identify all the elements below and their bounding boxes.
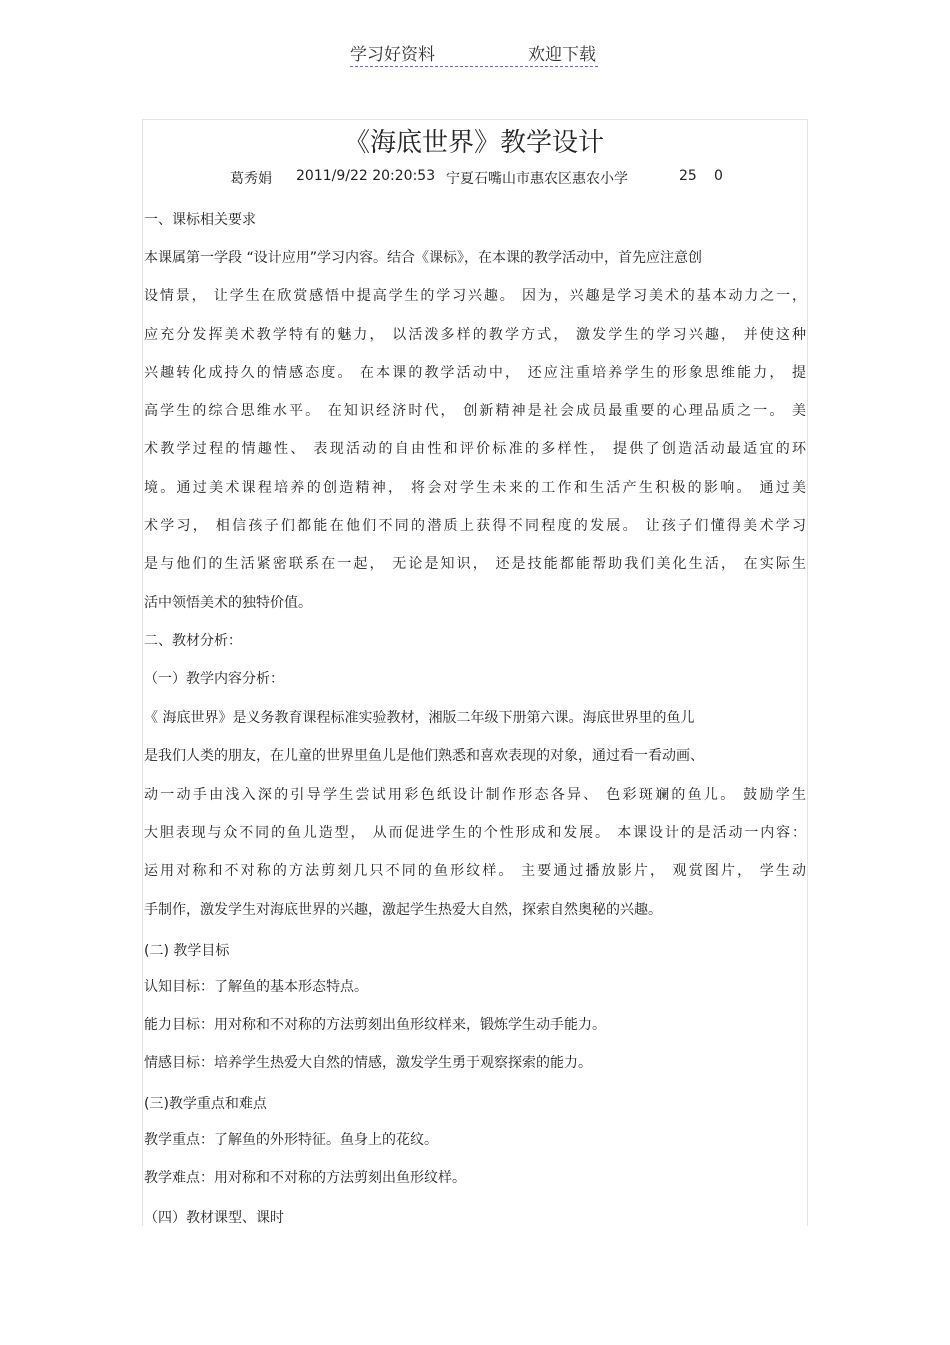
view-count: 25 bbox=[679, 168, 697, 184]
section-heading: 一、课标相关要求 bbox=[144, 212, 256, 228]
body-line: 大胆表现与众不同的鱼儿造型， 从而促进学生的个性形成和发展。 本课设计的是活动一内容： bbox=[144, 825, 806, 841]
body-line: 教学难点：用对称和不对称的方法剪刻出鱼形纹样。 bbox=[144, 1170, 466, 1186]
body-line: 教学重点：了解鱼的外形特征。鱼身上的花纹。 bbox=[144, 1132, 438, 1148]
body-line: 兴趣转化成持久的情感态度。 在本课的教学活动中， 还应注重培养学生的形象思维能力， 提 bbox=[144, 365, 806, 381]
school-name: 宁夏石嘴山市惠农区惠农小学 bbox=[446, 171, 628, 187]
section-heading: 二、教材分析： bbox=[144, 633, 242, 649]
author: 葛秀娟 bbox=[230, 171, 272, 187]
body-line: 情感目标：培养学生热爱大自然的情感，激发学生勇于观察探索的能力。 bbox=[144, 1055, 592, 1071]
body-line: 认知目标：了解鱼的基本形态特点。 bbox=[144, 979, 368, 995]
body-line: 运用对称和不对称的方法剪刻几只不同的鱼形纹样。 主要通过播放影片， 观赏图片， 学生动 bbox=[144, 863, 806, 879]
body-line: 术学习， 相信孩子们都能在他们不同的潜质上获得不同程度的发展。 让孩子们懂得美术学习 bbox=[144, 518, 806, 534]
body-line: 设情景， 让学生在欣赏感悟中提高学生的学习兴趣。 因为，兴趣是学习美术的基本动力之一， bbox=[144, 288, 806, 304]
body-line: 应充分发挥美术教学特有的魅力， 以活泼多样的教学方式， 激发学生的学习兴趣， 并使这种 bbox=[144, 327, 806, 343]
body-line: 能力目标：用对称和不对称的方法剪刻出鱼形纹样来，锻炼学生动手能力。 bbox=[144, 1017, 606, 1033]
header-left-text: 学习好资料 bbox=[350, 45, 435, 65]
subsection-heading: (二) 教学目标 bbox=[144, 943, 230, 959]
body-line: 境。通过美术课程培养的创造精神， 将会对学生未来的工作和生活产生积极的影响。 通过美 bbox=[144, 480, 806, 496]
body-line: 术教学过程的情趣性、 表现活动的自由性和评价标准的多样性， 提供了创造活动最适宜的环 bbox=[144, 441, 806, 457]
body-line: 活中领悟美术的独特价值。 bbox=[144, 595, 312, 611]
comment-count: 0 bbox=[714, 168, 723, 184]
page-header bbox=[350, 40, 598, 67]
subsection-heading: (三)教学重点和难点 bbox=[144, 1096, 267, 1112]
document-title: 《海底世界》教学设计 bbox=[343, 128, 604, 158]
publish-datetime: 2011/9/22 20:20:53 bbox=[296, 168, 436, 184]
body-line: 手制作，激发学生对海底世界的兴趣，激起学生热爱大自然，探索自然奥秘的兴趣。 bbox=[144, 902, 662, 918]
header-right-text: 欢迎下载 bbox=[528, 45, 596, 65]
subsection-heading: （一）教学内容分析： bbox=[144, 671, 284, 687]
subsection-heading: （四）教材课型、课时 bbox=[144, 1210, 284, 1226]
body-line: 本课属第一学段 “设计应用”学习内容。结合《课标》，在本课的教学活动中，首先应注意创 bbox=[144, 250, 702, 266]
body-line: 动一动手由浅入深的引导学生尝试用彩色纸设计制作形态各异、 色彩斑斓的鱼儿。 鼓励学生 bbox=[144, 787, 806, 803]
body-line: 《 海底世界》是义务教育课程标准实验教材，湘版二年级下册第六课。海底世界里的鱼儿 bbox=[144, 710, 695, 726]
body-line: 高学生的综合思维水平。 在知识经济时代， 创新精神是社会成员最重要的心理品质之一。 美 bbox=[144, 403, 806, 419]
body-line: 是我们人类的朋友，在儿童的世界里鱼儿是他们熟悉和喜欢表现的对象，通过看一看动画、 bbox=[144, 748, 704, 764]
body-line: 是与他们的生活紧密联系在一起， 无论是知识， 还是技能都能帮助我们美化生活， 在实际生 bbox=[144, 556, 806, 572]
